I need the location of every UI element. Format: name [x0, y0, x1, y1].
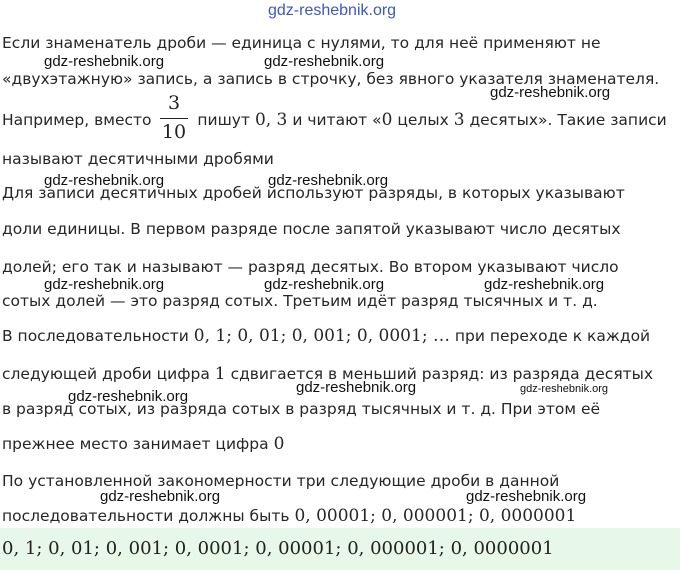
- fraction-3-10: [160, 92, 188, 143]
- text-segment: Например, вместо: [2, 111, 152, 129]
- site-watermark-header: gdz-reshebnik.org: [268, 2, 397, 19]
- text-segment: целых: [397, 111, 449, 129]
- text-segment: В последовательности: [2, 327, 189, 345]
- watermark: gdz-reshebnik.org: [296, 379, 417, 396]
- paragraph-4-line-2: [2, 506, 576, 526]
- fraction-numerator: 3: [167, 92, 181, 114]
- math-sequence: 0, 1; 0, 01; 0, 001; 0, 0001; …: [193, 326, 450, 346]
- watermark: gdz-reshebnik.org: [520, 383, 609, 395]
- watermark: gdz-reshebnik.org: [264, 276, 385, 293]
- paragraph-4-line-1: По установленной закономерности три следующие дроби в данной: [2, 472, 560, 490]
- paragraph-1-line-4: называют десятичными дробями: [2, 150, 274, 168]
- text-segment: при переходе к каждой: [454, 327, 651, 345]
- watermark: gdz-reshebnik.org: [100, 488, 221, 505]
- fraction-bar: [160, 118, 188, 119]
- watermark: gdz-reshebnik.org: [484, 276, 605, 293]
- math-digit: 0: [381, 110, 393, 130]
- paragraph-3-line-4: [2, 434, 284, 454]
- watermark: gdz-reshebnik.org: [466, 488, 587, 505]
- watermark: gdz-reshebnik.org: [44, 53, 165, 70]
- text-segment: пишут: [197, 111, 250, 129]
- text-segment: последовательности должны быть: [2, 507, 290, 525]
- watermark: gdz-reshebnik.org: [264, 53, 385, 70]
- math-digit: 0: [273, 434, 285, 454]
- text-segment: и читают «: [292, 111, 382, 129]
- fraction-denominator: 10: [161, 121, 187, 143]
- watermark: gdz-reshebnik.org: [268, 172, 389, 189]
- text-segment: сдвигается в меньший разряд: из разряда десятых: [230, 365, 654, 383]
- watermark: gdz-reshebnik.org: [44, 276, 165, 293]
- math-decimal: 0, 3: [254, 110, 288, 130]
- paragraph-1-line-1: Если знаменатель дроби — единица с нулями, то для неё применяют не: [2, 34, 601, 52]
- answer-band: [0, 528, 680, 570]
- paragraph-3-line-3: в разряд сотых, из разряда сотых в разряд тысячных и т. д. При этом её: [2, 400, 601, 418]
- watermark: gdz-reshebnik.org: [68, 388, 189, 405]
- paragraph-2-line-1: Для записи десятичных дробей используют разряды, в которых указывают: [2, 184, 625, 202]
- paragraph-3-line-1: [2, 326, 650, 346]
- paragraph-2-line-3: долей; его так и называют — разряд десятых. Во втором указывают число: [2, 258, 619, 276]
- paragraph-2-line-4: сотых долей — это разряд сотых. Третьим идёт разряд тысячных и т. д.: [2, 292, 598, 310]
- watermark: gdz-reshebnik.org: [490, 84, 611, 101]
- math-digit: 1: [214, 364, 226, 384]
- watermark: gdz-reshebnik.org: [44, 172, 165, 189]
- paragraph-1-line-2: «двухэтажную» запись, а запись в строчку, без явного указателя знаменателя.: [2, 70, 660, 88]
- math-digit: 3: [453, 110, 465, 130]
- text-segment: прежнее место занимает цифра: [2, 435, 269, 453]
- paragraph-1-line-3: [2, 110, 667, 130]
- paragraph-2-line-2: доли единицы. В первом разряде после запятой указывают число десятых: [2, 220, 621, 238]
- text-segment: следующей дроби цифра: [2, 365, 210, 383]
- math-sequence: 0, 00001; 0, 000001; 0, 0000001: [294, 506, 577, 526]
- text-segment: десятых». Такие записи: [469, 111, 667, 129]
- answer-sequence: 0, 1; 0, 01; 0, 001; 0, 0001; 0, 00001; 0, 000001; 0, 0000001: [2, 538, 554, 559]
